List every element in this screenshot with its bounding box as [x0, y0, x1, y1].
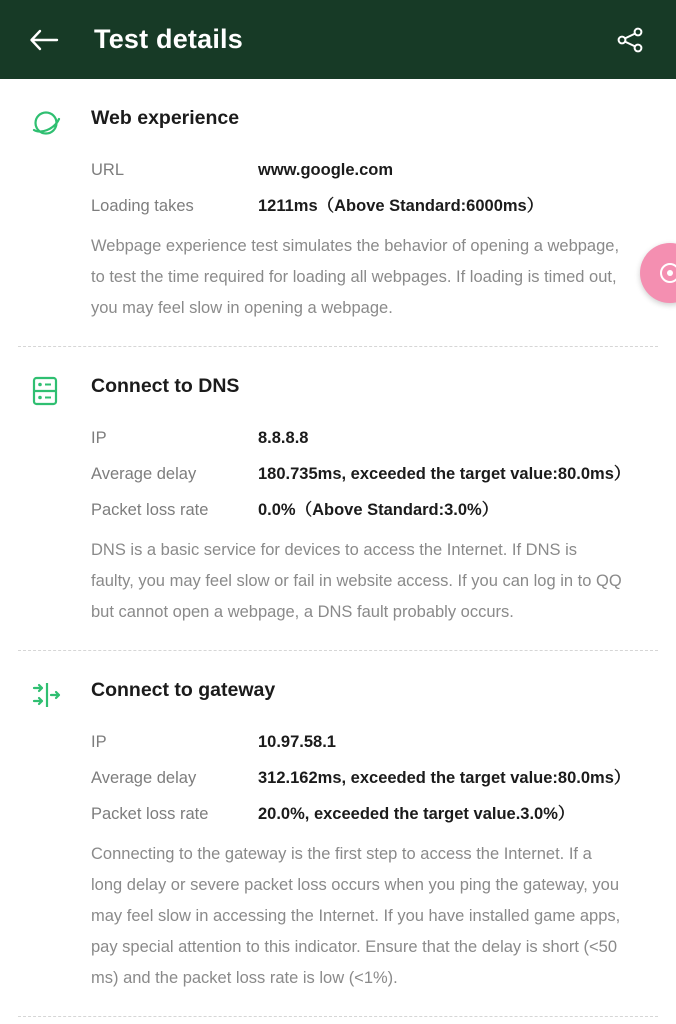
share-icon[interactable] [608, 18, 652, 62]
row-key: URL [91, 161, 125, 179]
section-description: Webpage experience test simulates the behavior of opening a webpage, to test the time required for loading all webpages. If loading is timed out, you may feel slow in opening a webpage. [91, 237, 620, 317]
row-key: Average delay [91, 465, 197, 483]
detail-row [91, 803, 646, 825]
detail-row [91, 159, 646, 181]
row-key: IP [91, 733, 107, 751]
record-icon [660, 263, 676, 283]
section-title: Web experience [91, 107, 240, 129]
section-title: Connect to DNS [91, 375, 240, 397]
row-key: Loading takes [91, 197, 194, 215]
detail-row [91, 767, 646, 789]
page-title: Test details [94, 24, 243, 54]
detail-row [91, 731, 646, 753]
detail-rows [30, 427, 646, 521]
detail-rows [30, 159, 646, 217]
section-header [30, 103, 646, 141]
row-key: Packet loss rate [91, 501, 209, 519]
gateway-icon [30, 677, 70, 713]
row-value: 1211ms（Above Standard:6000ms） [258, 197, 544, 215]
detail-row [91, 499, 646, 521]
row-value: 20.0%, exceeded the target value.3.0%） [258, 805, 575, 823]
row-value: 180.735ms, exceeded the target value:80.0ms） [258, 465, 631, 483]
app-bar [0, 0, 676, 79]
section-title: Connect to gateway [91, 679, 276, 701]
row-key: Packet loss rate [91, 805, 209, 823]
server-icon [30, 373, 70, 409]
detail-row [91, 195, 646, 217]
row-value: 10.97.58.1 [258, 733, 336, 751]
detail-row [91, 463, 646, 485]
row-key: IP [91, 429, 107, 447]
section-description: DNS is a basic service for devices to access the Internet. If DNS is faulty, you may feel slow or fail in website access. If you can log in to QQ but cannot open a webpage, a DNS fault probably occurs. [91, 541, 622, 621]
row-value: 8.8.8.8 [258, 429, 309, 447]
detail-rows [30, 731, 646, 825]
section-web-experience [0, 79, 676, 346]
details-content [0, 79, 676, 1017]
section-divider [18, 1016, 658, 1017]
section-description: Connecting to the gateway is the first step to access the Internet. If a long delay or severe packet loss occurs when you ping the gateway, you may feel slow in accessing the Internet. If you have installed game apps, pay special attention to this indicator. Ensure that the delay is short (<50 ms) and the packet loss rate is low (<1%). [91, 845, 621, 987]
row-key: Average delay [91, 769, 197, 787]
row-value: 312.162ms, exceeded the target value:80.0ms） [258, 769, 631, 787]
section-header [30, 675, 646, 713]
row-value: 0.0%（Above Standard:3.0%） [258, 501, 499, 519]
row-value: www.google.com [258, 161, 394, 179]
detail-row [91, 427, 646, 449]
section-connect-to-gateway [0, 651, 676, 1016]
section-connect-to-dns [0, 347, 676, 650]
planet-icon [30, 105, 70, 141]
section-header [30, 371, 646, 409]
back-arrow-icon[interactable] [24, 20, 64, 60]
